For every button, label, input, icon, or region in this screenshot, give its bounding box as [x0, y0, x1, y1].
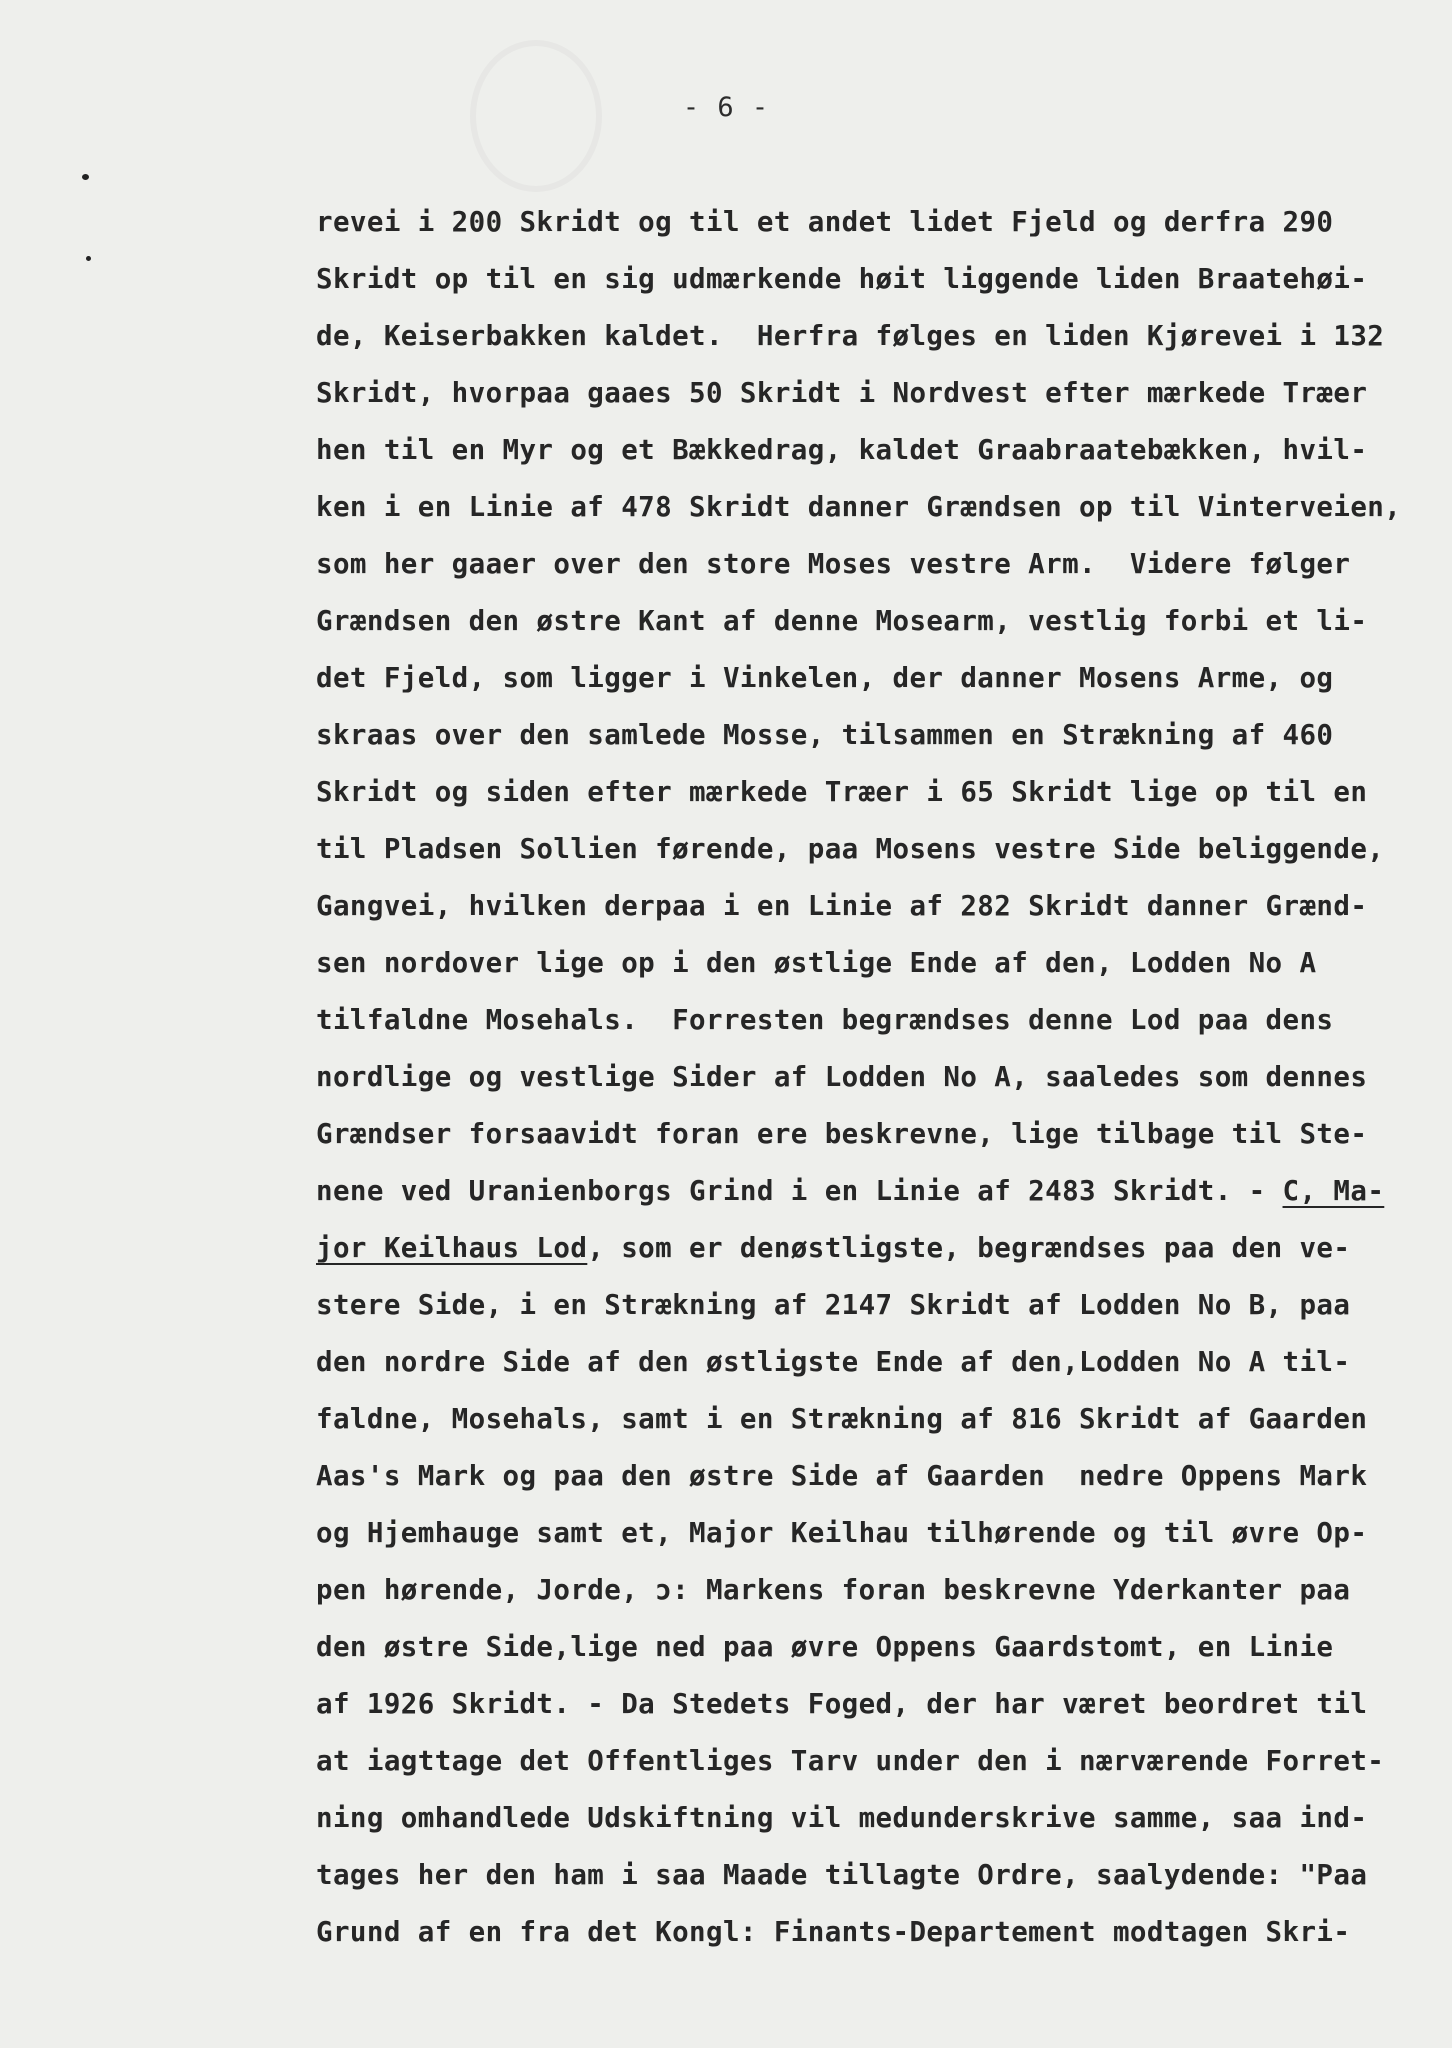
text-line: hen til en Myr og et Bækkedrag, kaldet Graabraatebækken, hvil- [316, 434, 1368, 466]
text-line: tages her den ham i saa Maade tillagte Ordre, saalydende: "Paa [316, 1859, 1368, 1891]
text-line: til Pladsen Sollien førende, paa Mosens vestre Side beliggende, [316, 833, 1385, 865]
margin-dot-mark [86, 256, 91, 261]
section-heading-c-start: C, Ma- [1282, 1175, 1385, 1207]
text-line: Skridt op til en sig udmærkende høit liggende liden Braatehøi- [316, 263, 1368, 295]
text-line: faldne, Mosehals, samt i en Strækning af 816 Skridt af Gaarden [316, 1403, 1368, 1435]
text-line: Grændsen den østre Kant af denne Mosearm, vestlig forbi et li- [316, 605, 1368, 637]
text-line: stere Side, i en Strækning af 2147 Skridt af Lodden No B, paa [316, 1289, 1351, 1321]
text-line-rest: , som er denøstligste, begrændses paa den ve- [587, 1232, 1351, 1264]
text-line: Grændser forsaavidt foran ere beskrevne, lige tilbage til Ste- [316, 1118, 1368, 1150]
text-line: ning omhandlede Udskiftning vil medunderskrive samme, saa ind- [316, 1802, 1368, 1834]
text-line: pen hørende, Jorde, ɔ: Markens foran beskrevne Yderkanter paa [316, 1574, 1351, 1606]
text-line: Skridt og siden efter mærkede Træer i 65 Skridt lige op til en [316, 776, 1368, 808]
text-line: sen nordover lige op i den østlige Ende af den, Lodden No A [316, 947, 1317, 979]
text-line: de, Keiserbakken kaldet. Herfra følges en liden Kjørevei i 132 [316, 320, 1385, 352]
text-line: og Hjemhauge samt et, Major Keilhau tilhørende og til øvre Op- [316, 1517, 1368, 1549]
text-line: at iagttage det Offentliges Tarv under den i nærværende Forret- [316, 1745, 1385, 1777]
text-line-with-heading [316, 1220, 1432, 1277]
margin-dot-mark [82, 174, 89, 180]
text-line: det Fjeld, som ligger i Vinkelen, der danner Mosens Arme, og [316, 662, 1334, 694]
text-line: af 1926 Skridt. - Da Stedets Foged, der har været beordret til [316, 1688, 1368, 1720]
text-line: den nordre Side af den østligste Ende af den,Lodden No A til- [316, 1346, 1351, 1378]
text-line: ken i en Linie af 478 Skridt danner Grændsen op til Vinterveien, [316, 491, 1402, 523]
text-line: revei i 200 Skridt og til et andet lidet Fjeld og derfra 290 [316, 206, 1334, 238]
text-line: Gangvei, hvilken derpaa i en Linie af 282 Skridt danner Grænd- [316, 890, 1368, 922]
text-line: skraas over den samlede Mosse, tilsammen en Strækning af 460 [316, 719, 1334, 751]
text-line-with-heading [316, 1163, 1432, 1220]
text-line: Grund af en fra det Kongl: Finants-Departement modtagen Skri- [316, 1916, 1351, 1948]
text-line: tilfaldne Mosehals. Forresten begrændses denne Lod paa dens [316, 1004, 1334, 1036]
text-line: den østre Side,lige ned paa øvre Oppens Gaardstomt, en Linie [316, 1631, 1334, 1663]
text-line: som her gaaer over den store Moses vestre Arm. Videre følger [316, 548, 1351, 580]
body-text [316, 194, 1432, 1961]
section-heading-c-end: jor Keilhaus Lod [316, 1232, 588, 1264]
text-line: nordlige og vestlige Sider af Lodden No A, saaledes som dennes [316, 1061, 1368, 1093]
text-line: Aas's Mark og paa den østre Side af Gaarden nedre Oppens Mark [316, 1460, 1368, 1492]
text-line: Skridt, hvorpaa gaaes 50 Skridt i Nordvest efter mærkede Træer [316, 377, 1368, 409]
text-line-start: nene ved Uranienborgs Grind i en Linie af 2483 Skridt. - [316, 1175, 1266, 1207]
page-number: - 6 - [682, 92, 770, 123]
